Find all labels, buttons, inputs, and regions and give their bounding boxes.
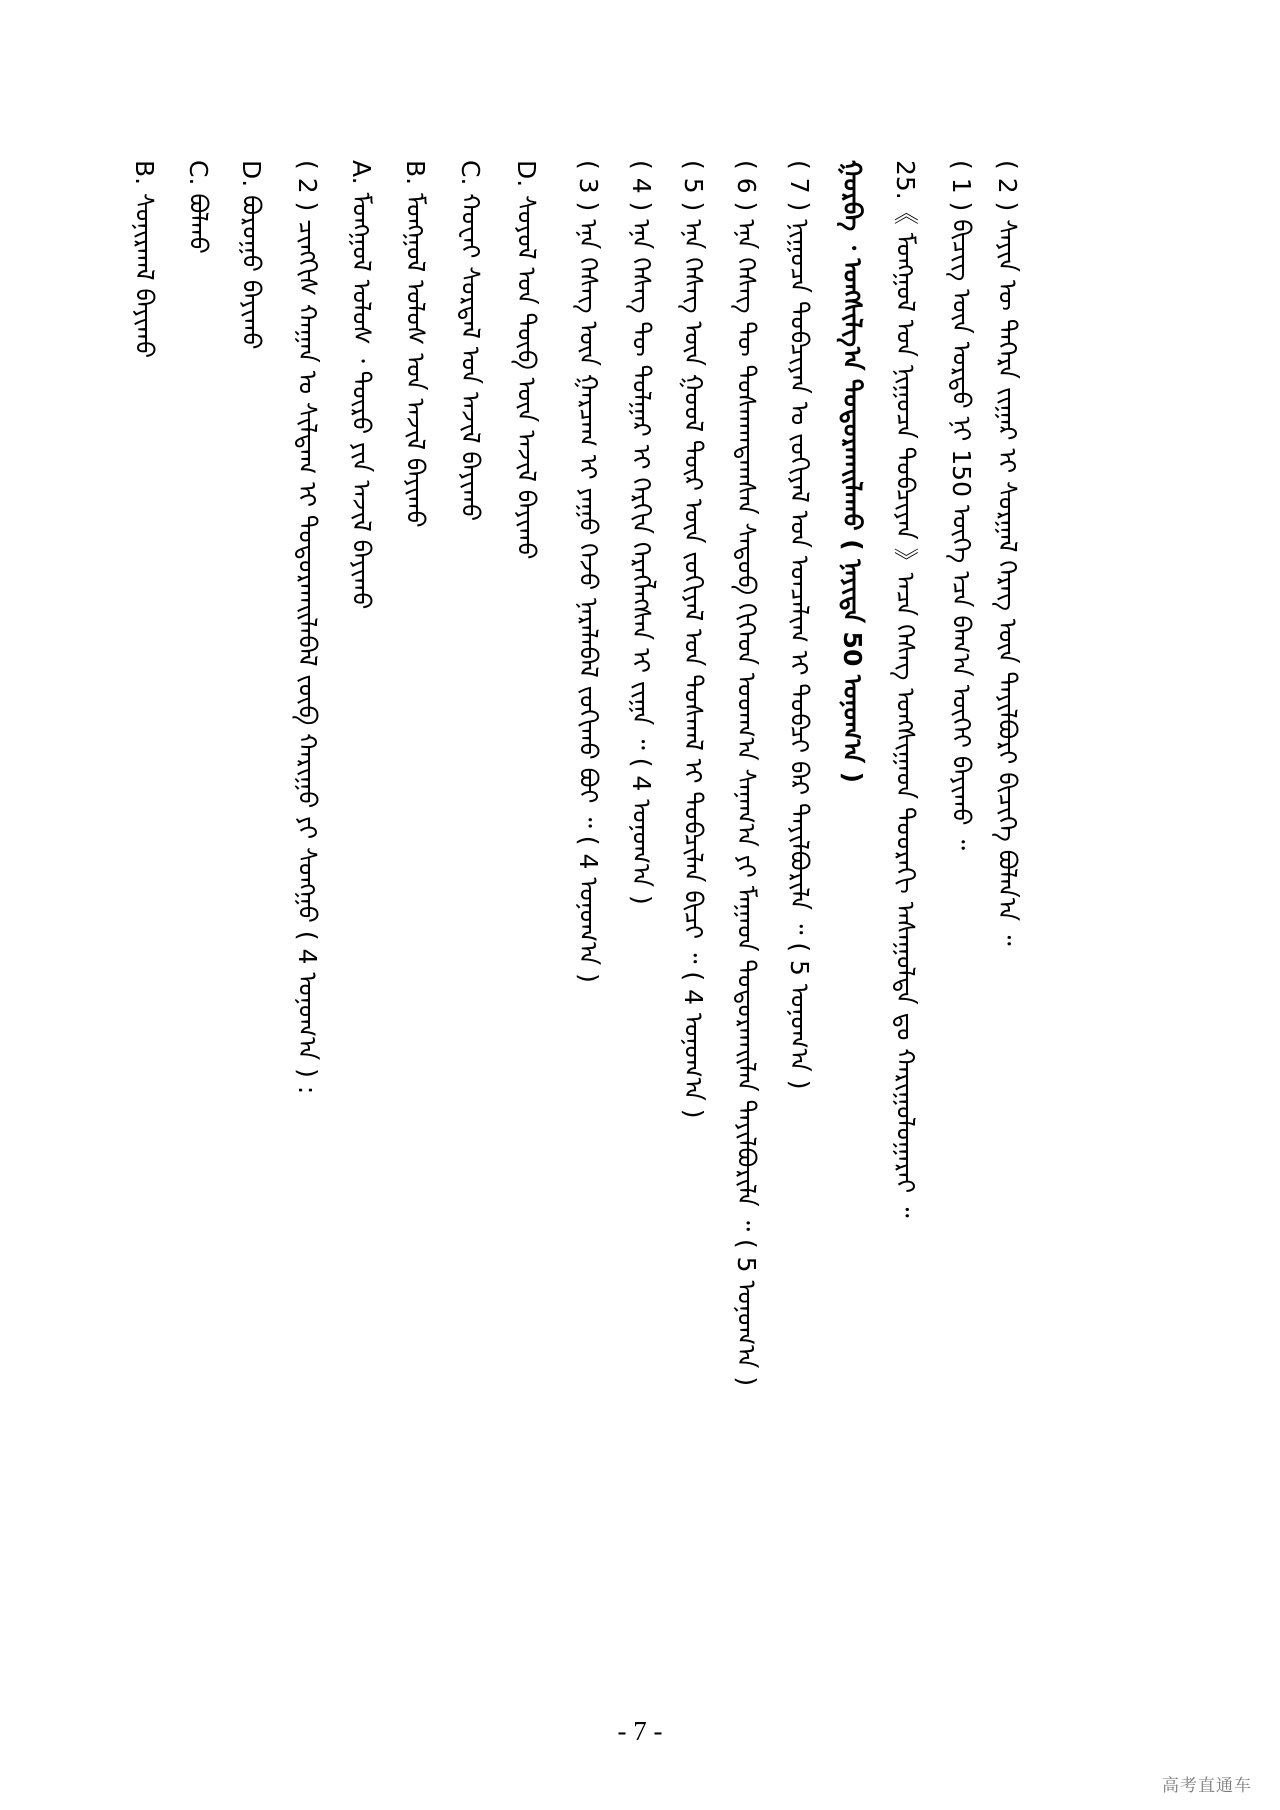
option-d-1: D. ᠰᠣᠶᠣᠯ ᠤᠨ ᠲᠦᠪ ᠦᠨ ᠠᠵᠢᠯ ᠪᠠᠶᠢᠬᠤ <box>512 160 541 560</box>
option-d-2: D. ᠪᠤᠷᠤᠭᠤ ᠪᠠᠶᠢᠬᠤ <box>237 160 266 350</box>
question-25-heading: 25.《 ᠮᠣᠩᠭᠣᠯ ᠤᠨ ᠨᠢᠭᠤᠴᠠ ᠲᠣᠪᠴᠢᠶᠠᠨ 》ᠠᠴᠠ ᠬᠡᠰᠡᠭ ᠤᠩᠰᠢᠭᠠᠳ ᠳᠣᠣᠷᠠᠬᠢ ᠠᠰᠠᠭᠤᠯᠲᠠ ᠳᠤ ᠬᠠᠷᠢᠭᠤᠯᠤᠭᠠᠷᠠᠢ ᠃ <box>891 160 920 1218</box>
option-b-2: B. ᠰᠣᠨᠢᠷᠬᠠᠯ ᠪᠠᠶᠢᠬᠤ <box>130 160 159 359</box>
question-3: ( 3 ) ᠡᠨᠡ ᠬᠡᠰᠡᠭ ᠦᠨ ᠭᠠᠷᠴᠠᠭ ᠢ ᠶᠠᠭᠤ ᠭᠡᠵᠦ ᠨᠡᠷᠡᠯᠡᠪᠡᠯ ᠵᠣᠬᠢᠬᠤ ᠪᠤᠢ ᠃ ( 4 ᠣᠨᠤᠭ᠎ᠠ ) <box>574 160 603 983</box>
question-6: ( 6 ) ᠡᠨᠡ ᠬᠡᠰᠡᠭ ᠲᠦ ᠲᠤᠰᠬᠠᠭᠳᠠᠭᠰᠠᠨ ᠰᠡᠳᠦᠪ ᠬᠢᠭᠡᠳ ᠤᠳᠬ᠎ᠠ ᠰᠠᠨᠠᠭ᠎ᠠ ᠶᠢ ᠮᠠᠭᠠᠳ ᠲᠣᠳᠣᠷᠬᠠᠢᠯᠠᠨ ᠲᠠᠶᠢᠯᠪᠤᠷᠢᠯᠠ ᠃ ( 5 ᠣᠨᠤᠭ᠎ᠠ ) <box>732 160 761 1387</box>
option-c-1: C. ᠬᠤᠸᠠᠢ ᠰᠤᠷᠲᠠᠯ ᠤᠨ ᠠᠵᠢᠯ ᠪᠠᠶᠢᠬᠤ <box>456 160 485 522</box>
question-4: ( 4 ) ᠡᠨᠡ ᠬᠡᠰᠡᠭ ᠲᠦ ᠲᠤᠯᠭᠠᠷ ᠢ ᠬᠡᠷᠬᠢᠨ ᠬᠡᠷᠡᠭᠯᠡᠭᠰᠡᠨ ᠢ ᠵᠢᠭᠠ ᠃ ( 4 ᠣᠨᠤᠭ᠎ᠠ ) <box>627 160 656 905</box>
section-heading: ᠭᠤᠷᠪᠠ ᠂ ᠤᠩᠰᠢᠯᠭ᠎ᠠ ᠲᠣᠳᠣᠷᠬᠠᠢᠯᠠᠬᠤ ( ᠨᠡᠶᠢᠲᠡ 50 ᠣᠨᠤᠭ᠎ᠠ ) <box>838 160 867 784</box>
question-5: ( 5 ) ᠡᠨᠡ ᠬᠡᠰᠡᠭ ᠦᠨ ᠭᠣᠣᠯ ᠳᠦᠷ ᠦᠨ ᠵᠣᠬᠢᠶᠠᠯ ᠤᠨ ᠲᠣᠰᠬᠠᠯ ᠢ ᠲᠣᠪᠴᠢᠯᠠᠨ ᠪᠢᠴᠢ ᠃ ( 4 ᠣᠨᠤᠭ᠎ᠠ ) <box>679 160 708 1119</box>
watermark: 高考直通车 <box>1162 1776 1252 1796</box>
question-2: ( 2 ) ᠴᠢᠩᠭᠢᠰ ᠬᠠᠭᠠᠨ ᠤ ᠰᠢᠯᠳᠠᠭ ᠢ ᠲᠣᠳᠣᠷᠬᠠᠢᠯᠠᠪᠠᠯ ᠵᠥᠪ ᠬᠠᠷᠢᠭᠤ ᠶᠢ ᠰᠣᠩᠭᠣ ( 4 ᠣᠨᠤᠭ᠎ᠠ ) : <box>293 160 322 1095</box>
question-7: ( 7 ) ᠨᠢᠭᠤᠴᠠ ᠲᠣᠪᠴᠢᠶᠠᠨ ᠤ ᠵᠣᠬᠢᠶᠠᠯ ᠤᠨ ᠣᠨᠴᠠᠯᠢᠭ ᠢ ᠲᠣᠪᠴᠢ ᠪᠡᠷ ᠲᠠᠶᠢᠯᠪᠤᠷᠢᠯᠠ ᠃ ( 5 ᠣᠨᠤᠭ᠎ᠠ ) <box>785 160 814 1090</box>
option-b-1: B. ᠮᠣᠩᠭᠣᠯ ᠤᠯᠤᠰ ᠤᠨ ᠠᠵᠢᠯ ᠪᠠᠶᠢᠬᠤ <box>401 160 430 528</box>
page-number: - 7 - <box>617 1716 663 1746</box>
option-a-1: A. ᠮᠣᠩᠭᠣᠯ ᠤᠯᠤᠰ ᠂ ᠲᠥᠷᠥ ᠶᠢᠨ ᠠᠵᠢᠯ ᠪᠠᠶᠢᠬᠤ <box>347 160 376 610</box>
option-c-2: C. ᠪᠣᠯᠬᠤ <box>184 160 213 254</box>
text-column-1: ( 2 ) ᠰᠠᠶᠢᠨ ᠦ ᠳᠡᠭᠡᠷᠡ ᠵᠢᠭᠠᠷ ᠢ ᠰᠤᠷᠭᠠᠯ ᠬᠡᠷᠡᠭ ᠦᠨ ᠲᠠᠶᠢᠯᠪᠤᠷᠢ ᠪᠢᠴᠢᠭᠡ ᠪᠤᠯᠠᠨ᠎ᠠ ᠃ <box>993 160 1022 946</box>
text-column-2: ( 1 ) ᠪᠢᠴᠢᠭ ᠦᠨ ᠤᠷᠲᠤ ᠨᠢ 150 ᠦᠭᠡ ᠡᠴᠡ ᠪᠠᠭ᠎ᠠ ᠦᠭᠡᠢ ᠪᠠᠶᠢᠬᠤ ᠃ <box>947 160 976 850</box>
